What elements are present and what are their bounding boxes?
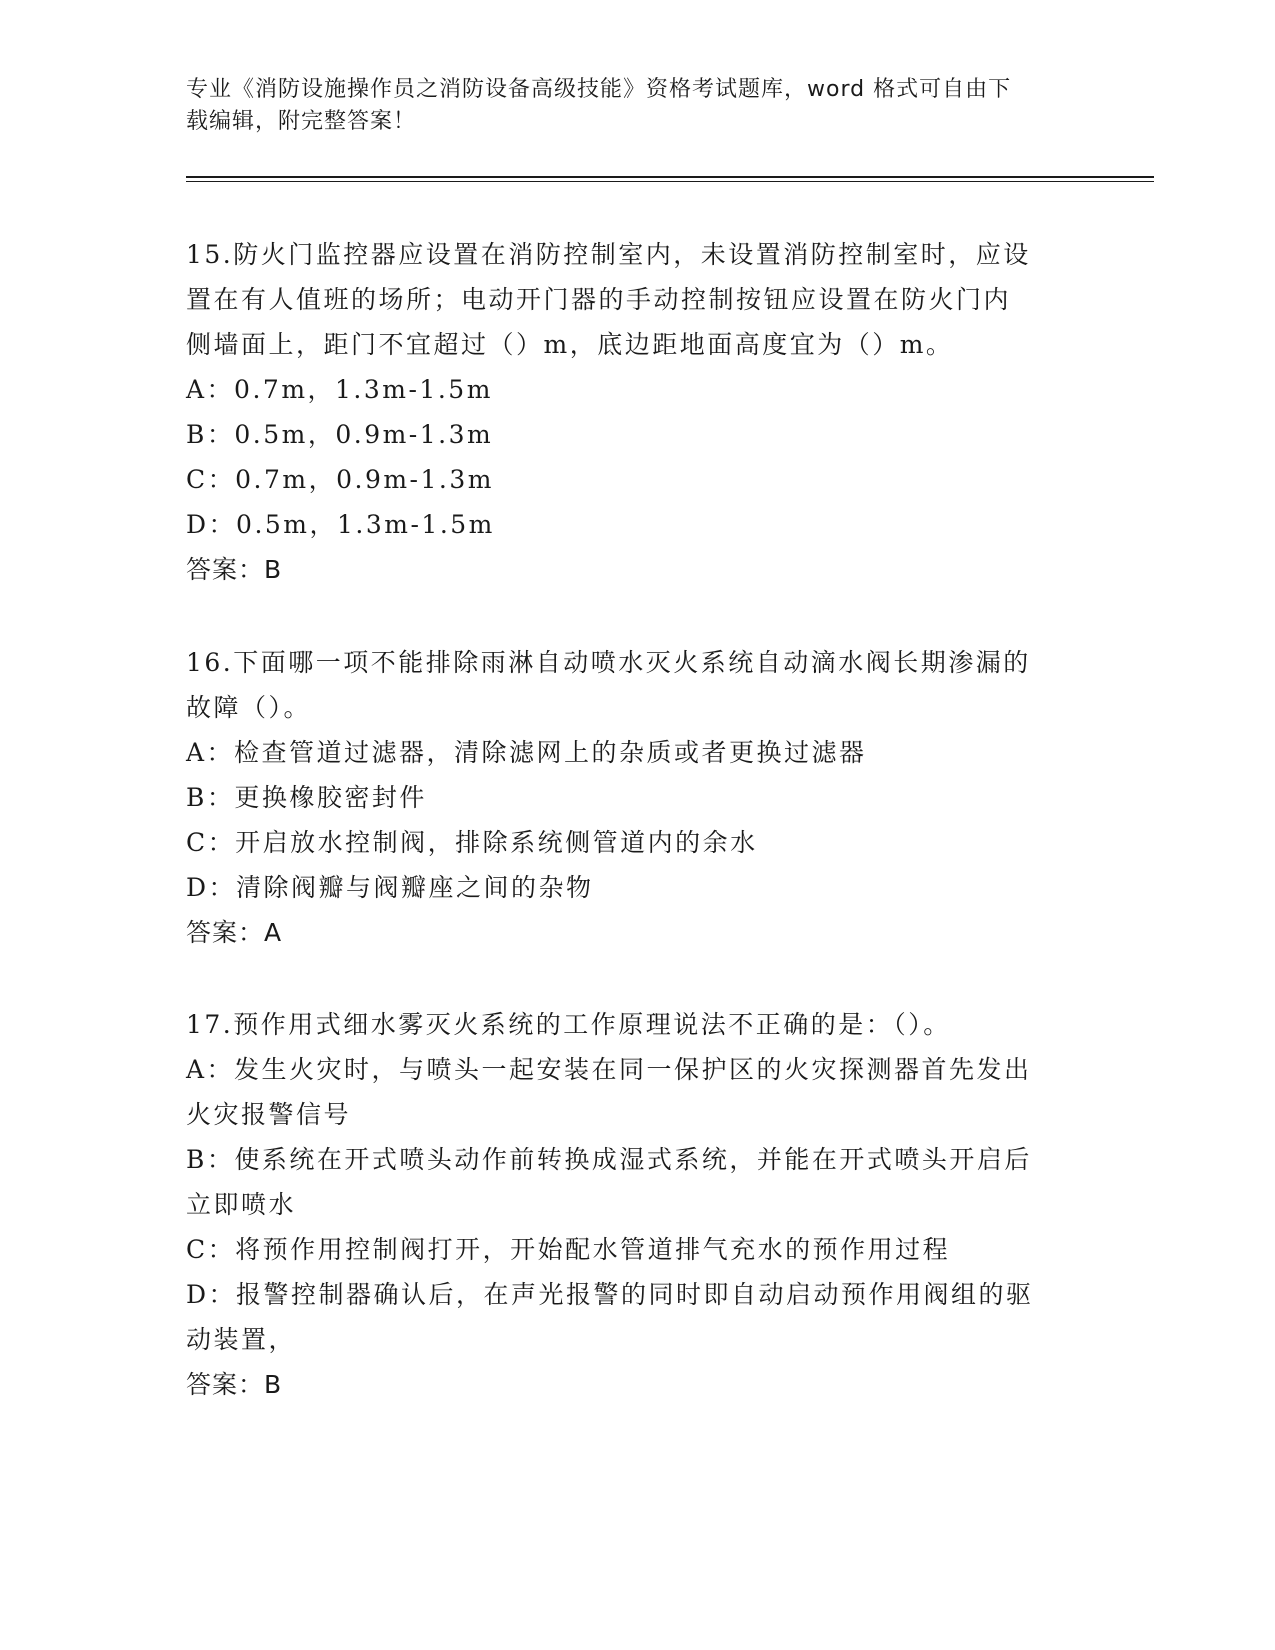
header-divider-thick	[186, 176, 1154, 178]
option-d: D：0.5m，1.3m-1.5m	[186, 510, 495, 539]
option-d: D：报警控制器确认后，在声光报警的同时即自动启动预作用阀组的驱	[186, 1280, 1034, 1309]
option-a: A：0.7m，1.3m-1.5m	[186, 375, 493, 404]
question-15	[186, 232, 1076, 592]
question-16	[186, 640, 1076, 955]
option-c: C：将预作用控制阀打开，开始配水管道排气充水的预作用过程	[186, 1235, 951, 1264]
question-stem-line: 16.下面哪一项不能排除雨淋自动喷水灭火系统自动滴水阀长期渗漏的	[186, 648, 1031, 677]
answer: 答案：B	[186, 1370, 283, 1399]
header-line-2: 载编辑，附完整答案！	[186, 109, 417, 134]
option-c: C：开启放水控制阀，排除系统侧管道内的余水	[186, 828, 758, 857]
option-b: B：更换橡胶密封件	[186, 783, 427, 812]
question-stem-line: 17.预作用式细水雾灭火系统的工作原理说法不正确的是：（）。	[186, 1010, 951, 1039]
option-b: B：使系统在开式喷头动作前转换成湿式系统，并能在开式喷头开启后	[186, 1145, 1032, 1174]
answer: 答案：B	[186, 555, 283, 584]
option-a: A：检查管道过滤器，清除滤网上的杂质或者更换过滤器	[186, 738, 867, 767]
question-stem-line: 置在有人值班的场所；电动开门器的手动控制按钮应设置在防火门内	[186, 285, 1012, 314]
option-c: C：0.7m，0.9m-1.3m	[186, 465, 494, 494]
page-header	[186, 74, 1066, 138]
option-d: D：清除阀瓣与阀瓣座之间的杂物	[186, 873, 594, 902]
question-stem-line: 15.防火门监控器应设置在消防控制室内，未设置消防控制室时，应设	[186, 240, 1031, 269]
option-a: A：发生火灾时，与喷头一起安装在同一保护区的火灾探测器首先发出	[186, 1055, 1032, 1084]
answer: 答案：A	[186, 918, 283, 947]
question-stem-line: 故障（）。	[186, 693, 312, 722]
option-a-continued: 火灾报警信号	[186, 1100, 352, 1129]
question-17	[186, 1002, 1076, 1407]
option-d-continued: 动装置，	[186, 1325, 297, 1354]
header-line-1: 专业《消防设施操作员之消防设备高级技能》资格考试题库，word 格式可自由下	[186, 77, 1012, 102]
question-stem-line: 侧墙面上，距门不宜超过（）m，底边距地面高度宜为（）m。	[186, 330, 954, 359]
option-b-continued: 立即喷水	[186, 1190, 297, 1219]
option-b: B：0.5m，0.9m-1.3m	[186, 420, 494, 449]
header-divider-thin	[186, 181, 1154, 182]
